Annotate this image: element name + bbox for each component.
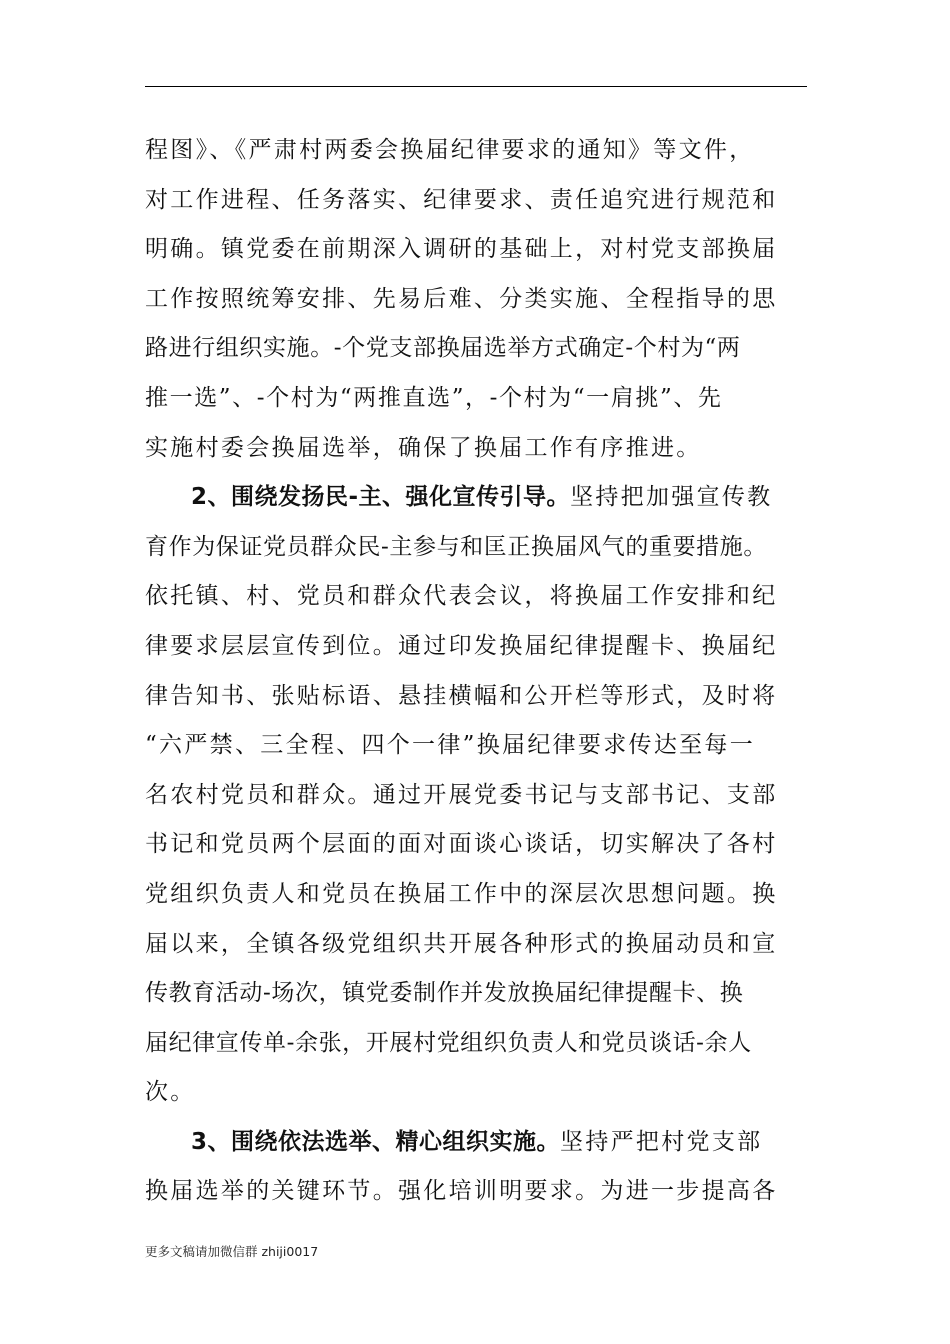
text-line: 次。 <box>145 1079 196 1106</box>
section-2-heading: 2、围绕发扬民-主、强化宣传引导。 <box>191 484 571 511</box>
section-3-first-text: 坚持严把村党支部 <box>560 1128 763 1155</box>
text-line: 推一选”、-个村为“两推直选”，-个村为“一肩挑”、先 <box>145 384 723 411</box>
text-line: 育作为保证党员群众民-主参与和匡正换届风气的重要措施。 <box>145 533 767 560</box>
section-2-first-line <box>145 473 807 523</box>
text-line: 届以来，全镇各级党组织共开展各种形式的换届动员和宣 <box>145 930 778 957</box>
text-line: 换届选举的关键环节。强化培训明要求。为进一步提高各 <box>145 1178 778 1205</box>
text-line: 传教育活动-场次，镇党委制作并发放换届纪律提醒卡、换 <box>145 980 744 1007</box>
header-rule <box>145 86 807 87</box>
text-line: 实施村委会换届选举，确保了换届工作有序推进。 <box>145 434 702 461</box>
section-3-first-line <box>145 1118 807 1168</box>
text-line: 明确。镇党委在前期深入调研的基础上，对村党支部换届 <box>145 236 778 263</box>
document-body <box>145 126 807 1217</box>
text-line: 程图》、《严肃村两委会换届纪律要求的通知》等文件， <box>145 137 755 163</box>
text-line: 对工作进程、任务落实、纪律要求、责任追究进行规范和 <box>145 186 778 213</box>
text-line: 名农村党员和群众。通过开展党委书记与支部书记、支部 <box>145 781 778 808</box>
text-line: 书记和党员两个层面的面对面谈心谈话，切实解决了各村 <box>145 831 778 858</box>
text-line: 路进行组织实施。-个党支部换届选举方式确定-个村为“两 <box>145 335 741 362</box>
text-line: 党组织负责人和党员在换届工作中的深层次思想问题。换 <box>145 880 778 907</box>
footer-note: 更多文稿请加微信群 zhiji0017 <box>145 1244 319 1259</box>
text-line: 律要求层层宣传到位。通过印发换届纪律提醒卡、换届纪 <box>145 632 778 659</box>
text-line: 依托镇、村、党员和群众代表会议，将换届工作安排和纪 <box>145 583 778 610</box>
text-line: “六严禁、三全程、四个一律”换届纪律要求传达至每一 <box>145 732 756 759</box>
section-3-heading: 3、围绕依法选举、精心组织实施。 <box>191 1128 561 1155</box>
section-2-first-text: 坚持把加强宣传教 <box>570 484 773 511</box>
text-line: 工作按照统筹安排、先易后难、分类实施、全程指导的思 <box>145 285 778 312</box>
text-line: 届纪律宣传单-余张，开展村党组织负责人和党员谈话-余人 <box>145 1029 752 1056</box>
text-line: 律告知书、张贴标语、悬挂横幅和公开栏等形式，及时将 <box>145 682 778 709</box>
